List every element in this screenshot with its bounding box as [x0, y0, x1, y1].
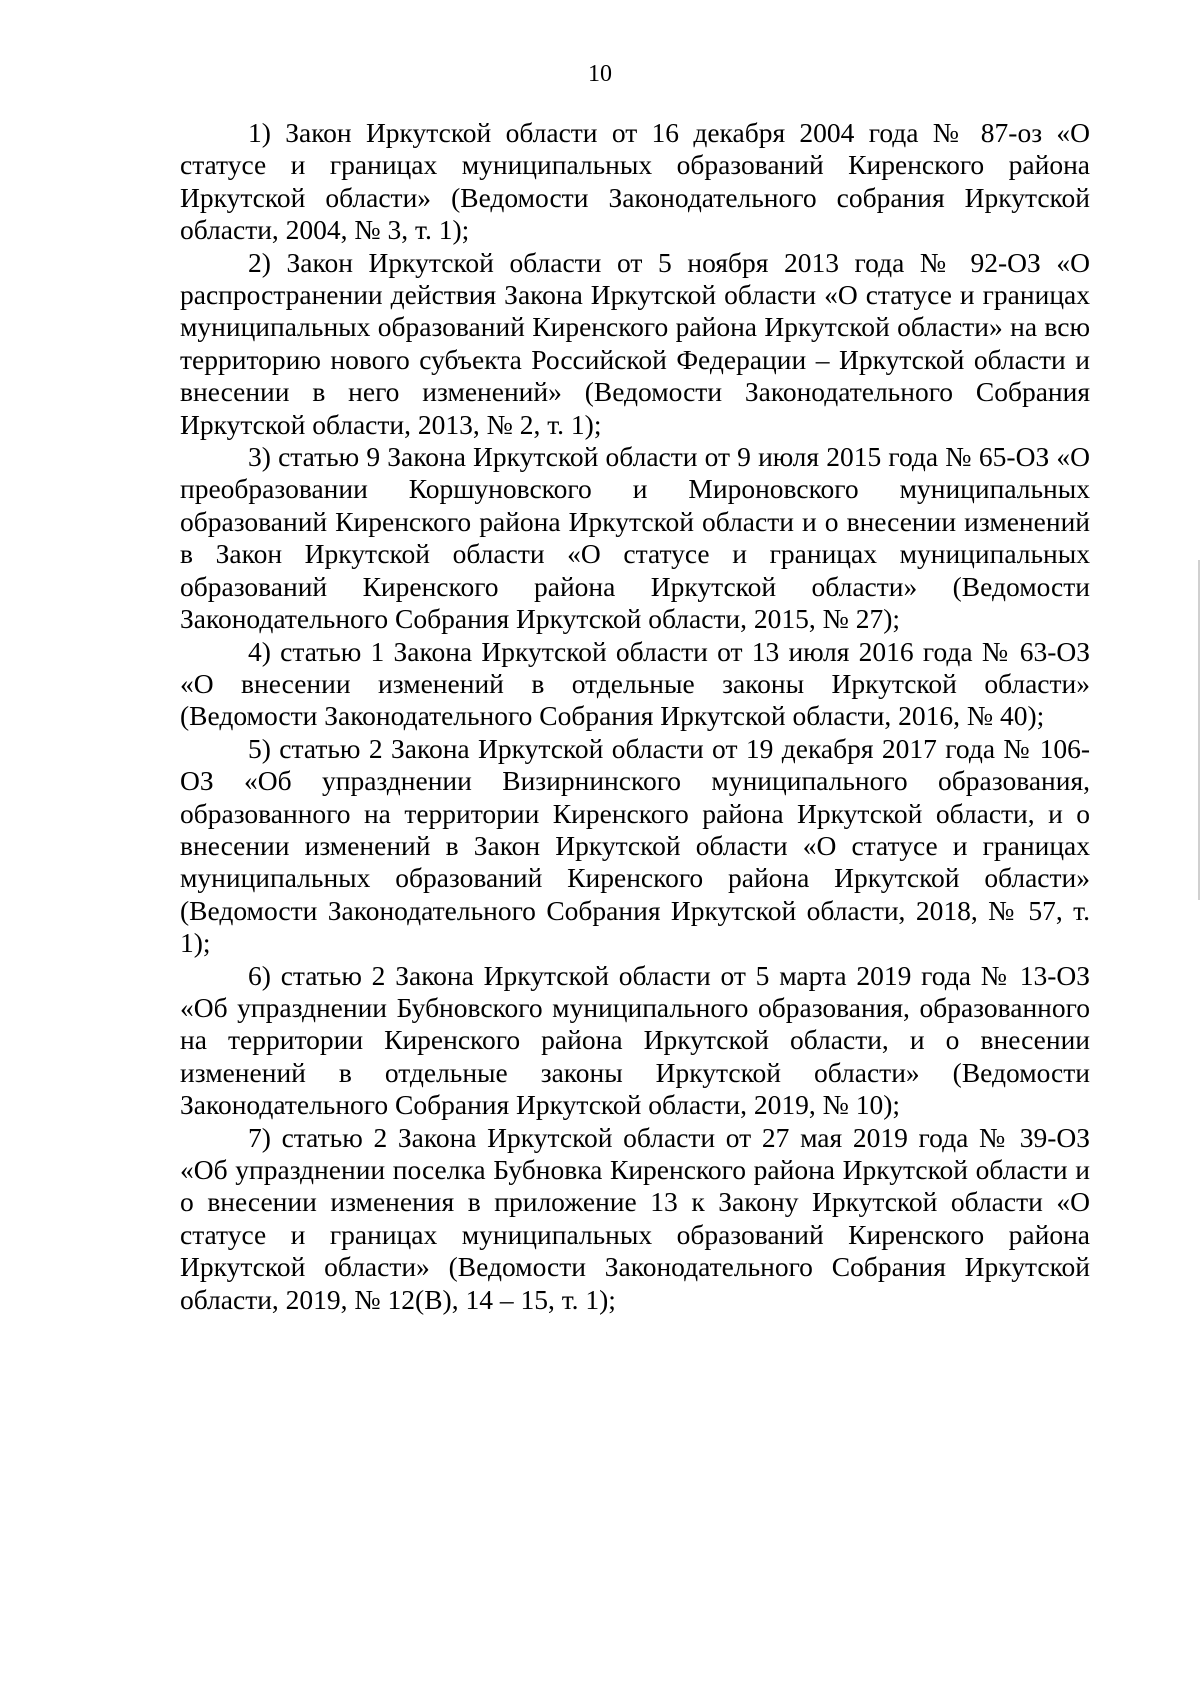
list-item-1: 1) Закон Иркутской области от 16 декабря 2004 года № 87-оз «О статусе и границах муниципальных образований Киренского района Иркутской области» (Ведомости Законодательного собрания Иркутской области, 2004, № 3, т. 1);: [180, 117, 1090, 246]
list-item-6: 6) статью 2 Закона Иркутской области от 5 марта 2019 года № 13-ОЗ «Об упразднении Бубновского муниципального образования, образованного на территории Киренского района Иркутской области, и о внесении изменений в отдельные законы Иркутской области» (Ведомости Законодательного Собрания Иркутской области, 2019, № 10);: [180, 959, 1090, 1121]
list-item-5: 5) статью 2 Закона Иркутской области от 19 декабря 2017 года № 106-ОЗ «Об упразднении Визирнинского муниципального образования, образованного на территории Киренского района Иркутской области, и о внесении изменений в Закон Иркутской области «О статусе и границах муниципальных образований Киренского района Иркутской области» (Ведомости Законодательного Собрания Иркутской области, 2018, № 57, т. 1);: [180, 732, 1090, 959]
list-item-2: 2) Закон Иркутской области от 5 ноября 2013 года № 92-ОЗ «О распространении действия Закона Иркутской области «О статусе и границах муниципальных образований Киренского района Иркутской области» на всю территорию нового субъекта Российской Федерации – Иркутской области и внесении в него изменений» (Ведомости Законодательного Собрания Иркутской области, 2013, № 2, т. 1);: [180, 246, 1090, 440]
list-item-7: 7) статью 2 Закона Иркутской области от 27 мая 2019 года № 39-ОЗ «Об упразднении поселка Бубновка Киренского района Иркутской области и о внесении изменения в приложение 13 к Закону Иркутской области «О статусе и границах муниципальных образований Киренского района Иркутской области» (Ведомости Законодательного Собрания Иркутской области, 2019, № 12(В), 14 – 15, т. 1);: [180, 1121, 1090, 1315]
document-body: [180, 117, 1090, 1316]
list-item-3: 3) статью 9 Закона Иркутской области от 9 июля 2015 года № 65-ОЗ «О преобразовании Коршуновского и Мироновского муниципальных образований Киренского района Иркутской области и о внесении изменений в Закон Иркутской области «О статусе и границах муниципальных образований Киренского района Иркутской области» (Ведомости Законодательного Собрания Иркутской области, 2015, № 27);: [180, 441, 1090, 635]
list-item-4: 4) статью 1 Закона Иркутской области от 13 июля 2016 года № 63-ОЗ «О внесении изменений в отдельные законы Иркутской области» (Ведомости Законодательного Собрания Иркутской области, 2016, № 40);: [180, 635, 1090, 732]
page-number: 10: [588, 61, 612, 87]
